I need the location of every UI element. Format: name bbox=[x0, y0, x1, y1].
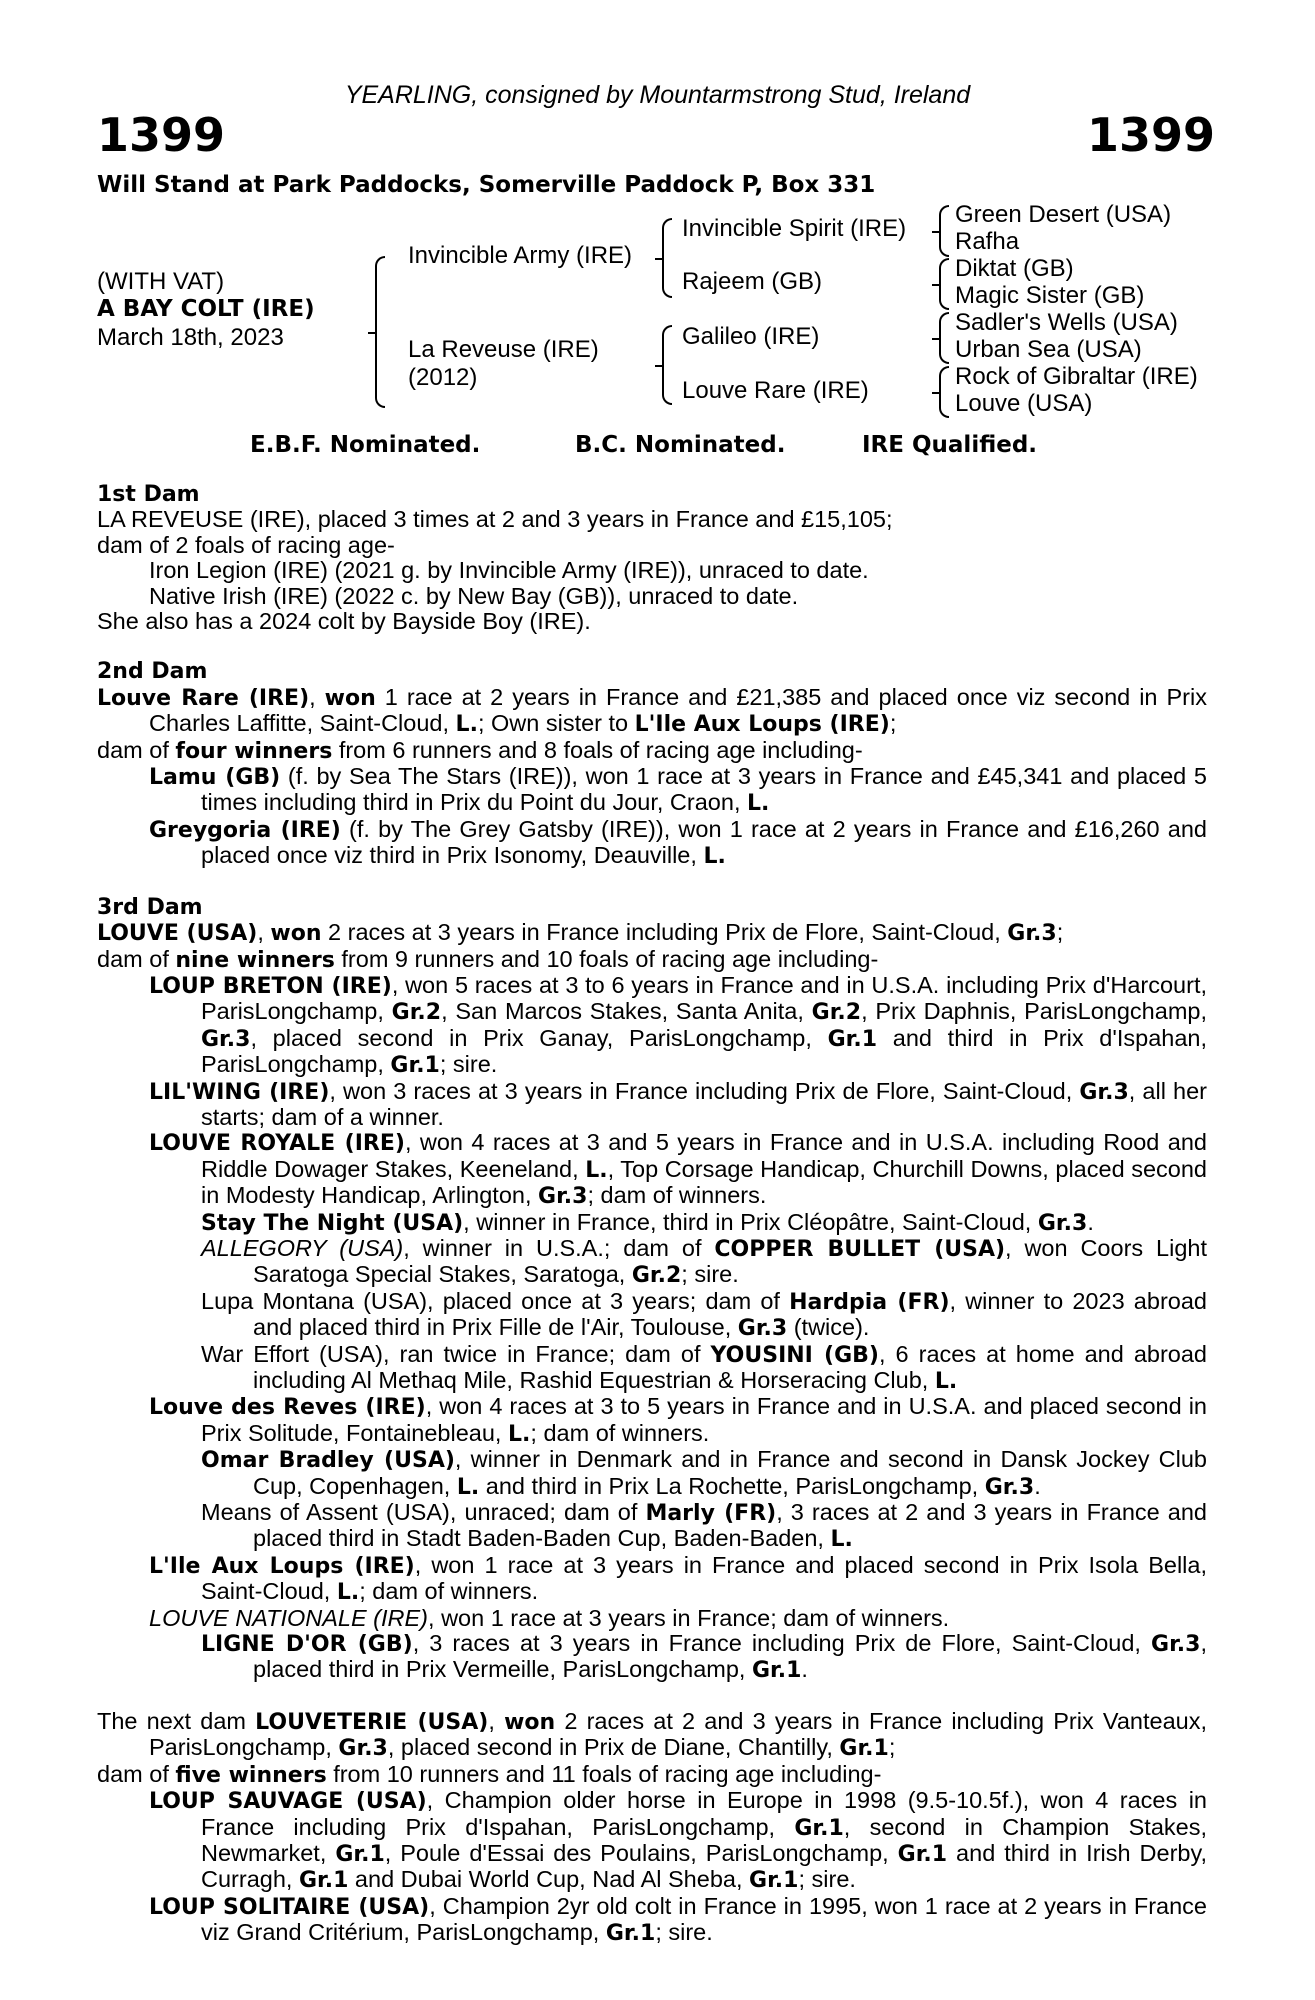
pedigree-dam-year: (2012) bbox=[408, 364, 478, 391]
first-dam-entry: LA REVEUSE (IRE), placed 3 times at 2 and 3 years in France and £15,105; bbox=[97, 506, 893, 533]
pedigree-sss: Green Desert (USA) bbox=[955, 201, 1172, 228]
produce-louve-des-reves: Louve des Reves (IRE), won 4 races at 3 to 5 years in France and in U.S.A. and placed second in Prix Solitude, Fontainebleau, L.; dam of winners. bbox=[149, 1393, 1207, 1447]
first-dam-produce-intro: dam of 2 foals of racing age- bbox=[97, 531, 395, 558]
produce-ligne-dor: LIGNE D'OR (GB), 3 races at 3 years in France including Prix de Flore, Saint-Cloud, Gr.3, placed third in Prix Vermeille, ParisLongchamp, Gr.1. bbox=[201, 1630, 1207, 1684]
first-dam-note: She also has a 2024 colt by Bayside Boy (IRE). bbox=[97, 608, 591, 635]
produce-allegory: ALLEGORY (USA), winner in U.S.A.; dam of COPPER BULLET (USA), won Coors Light Saratoga Special Stakes, Saratoga, Gr.2; sire. bbox=[201, 1234, 1207, 1289]
pedigree-dsd: Urban Sea (USA) bbox=[955, 336, 1142, 363]
pedigree-ddd: Louve (USA) bbox=[955, 390, 1093, 417]
third-dam-heading: 3rd Dam bbox=[97, 894, 203, 920]
produce-omar-bradley: Omar Bradley (USA), winner in Denmark and in France and second in Dansk Jockey Club Cup, Copenhagen, L. and third in Prix La Rochette, ParisLongchamp, Gr.3. bbox=[201, 1446, 1207, 1500]
first-dam-heading: 1st Dam bbox=[97, 482, 200, 507]
horse-dob: March 18th, 2023 bbox=[97, 324, 284, 351]
pedigree-brace-sire bbox=[662, 218, 672, 298]
pedigree-brace-dd bbox=[939, 366, 949, 418]
next-dam-entry: The next dam LOUVETERIE (USA), won 2 races at 2 and 3 years in France including Prix Vanteaux, ParisLongchamp, Gr.3, placed second in Prix de Diane, Chantilly, Gr.1; bbox=[97, 1707, 1207, 1762]
pedigree-brace-gen1 bbox=[375, 256, 385, 408]
produce-greygoria: Greygoria (IRE) (f. by The Grey Gatsby (IRE)), won 1 race at 2 years in France and £16,260 and placed once viz third in Prix Isonomy, Deauville, L. bbox=[149, 815, 1207, 870]
ebf-nomination: E.B.F. Nominated. bbox=[250, 432, 481, 458]
horse-name: A BAY COLT (IRE) bbox=[97, 296, 315, 322]
pedigree-brace-sd bbox=[939, 258, 949, 310]
produce-louve-nationale: LOUVE NATIONALE (IRE), won 1 race at 3 years in France; dam of winners. bbox=[149, 1604, 950, 1631]
pedigree-brace-dam bbox=[662, 325, 672, 405]
second-dam-entry: Louve Rare (IRE), won 1 race at 2 years in France and £21,385 and placed once viz second in Prix Charles Laffitte, Saint-Cloud, L.; Own sister to L'Ile Aux Loups (IRE); bbox=[97, 683, 1207, 738]
second-dam-heading: 2nd Dam bbox=[97, 659, 208, 685]
pedigree-sds: Diktat (GB) bbox=[955, 255, 1074, 282]
pedigree-sire-dam: Rajeem (GB) bbox=[682, 268, 823, 295]
pedigree-dam: La Reveuse (IRE) bbox=[408, 336, 599, 363]
produce-loup-solitaire: LOUP SOLITAIRE (USA), Champion 2yr old colt in France in 1995, won 1 race at 2 years in France viz Grand Critérium, ParisLongchamp, Gr.1; sire. bbox=[149, 1892, 1207, 1947]
pedigree-dam-sire: Galileo (IRE) bbox=[682, 323, 820, 350]
pedigree-sire-sire: Invincible Spirit (IRE) bbox=[682, 215, 907, 242]
stand-location: Will Stand at Park Paddocks, Somerville Paddock P, Box 331 bbox=[97, 172, 876, 198]
third-dam-entry: LOUVE (USA), won 2 races at 3 years in France including Prix de Flore, Saint-Cloud, Gr.3; bbox=[97, 919, 1064, 947]
produce-stay-the-night: Stay The Night (USA), winner in France, third in Prix Cléopâtre, Saint-Cloud, Gr.3. bbox=[201, 1208, 1094, 1236]
ire-qualification: IRE Qualified. bbox=[862, 432, 1038, 458]
next-dam-produce-intro: dam of five winners from 10 runners and 11 foals of racing age including- bbox=[97, 1760, 882, 1788]
pedigree-dss: Sadler's Wells (USA) bbox=[955, 309, 1178, 336]
pedigree-brace-ds bbox=[939, 312, 949, 364]
second-dam-produce-intro: dam of four winners from 6 runners and 8 foals of racing age including- bbox=[97, 736, 863, 764]
third-dam-produce-intro: dam of nine winners from 9 runners and 10 foals of racing age including- bbox=[97, 945, 879, 973]
produce-lile-aux-loups: L'Ile Aux Loups (IRE), won 1 race at 3 years in France and placed second in Prix Isola Bella, Saint-Cloud, L.; dam of winners. bbox=[149, 1551, 1207, 1606]
pedigree-dam-dam: Louve Rare (IRE) bbox=[682, 377, 869, 404]
produce-war-effort: War Effort (USA), ran twice in France; dam of YOUSINI (GB), 6 races at home and abroad including Al Methaq Mile, Rashid Equestrian & Horseracing Club, L. bbox=[201, 1340, 1207, 1394]
produce-iron-legion: Iron Legion (IRE) (2021 g. by Invincible Army (IRE)), unraced to date. bbox=[149, 557, 869, 584]
produce-louve-royale: LOUVE ROYALE (IRE), won 4 races at 3 and 5 years in France and in U.S.A. including Rood and Riddle Dowager Stakes, Keeneland, L., Top Corsage Handicap, Churchill Downs, placed second in Modesty Handicap, Arlington, Gr.3; dam of winners. bbox=[149, 1129, 1207, 1210]
pedigree-dds: Rock of Gibraltar (IRE) bbox=[955, 363, 1198, 390]
lot-number-right: 1399 bbox=[1086, 108, 1215, 162]
pedigree-ssd: Rafha bbox=[955, 228, 1020, 255]
produce-loup-breton: LOUP BRETON (IRE), won 5 races at 3 to 6 years in France and in U.S.A. including Prix d'Harcourt, ParisLongchamp, Gr.2, San Marcos Stakes, Santa Anita, Gr.2, Prix Daphnis, ParisLongchamp, Gr.3, placed second in Prix Ganay, ParisLongchamp, Gr.1 and third in Prix d'Ispahan, ParisLongchamp, Gr.1; sire. bbox=[149, 971, 1208, 1079]
produce-lilwing: LIL'WING (IRE), won 3 races at 3 years in France including Prix de Flore, Saint-Cloud, Gr.3, all her starts; dam of a winner. bbox=[149, 1077, 1207, 1130]
pedigree-sdd: Magic Sister (GB) bbox=[955, 282, 1145, 309]
bc-nomination: B.C. Nominated. bbox=[575, 432, 786, 458]
produce-lamu: Lamu (GB) (f. by Sea The Stars (IRE)), won 1 race at 3 years in France and £45,341 and placed 5 times including third in Prix du Point du Jour, Craon, L. bbox=[149, 763, 1207, 817]
produce-loup-sauvage: LOUP SAUVAGE (USA), Champion older horse in Europe in 1998 (9.5-10.5f.), won 4 races in France including Prix d'Ispahan, ParisLongchamp, Gr.1, second in Champion Stakes, Newmarket, Gr.1, Poule d'Essai des Poulains, ParisLongchamp, Gr.1 and third in Irish Derby, Curragh, Gr.1 and Dubai World Cup, Nad Al Sheba, Gr.1; sire. bbox=[149, 1787, 1207, 1894]
catalogue-body bbox=[97, 482, 1207, 1947]
pedigree-brace-ss bbox=[939, 205, 949, 257]
produce-native-irish: Native Irish (IRE) (2022 c. by New Bay (GB)), unraced to date. bbox=[149, 582, 799, 609]
pedigree-sire: Invincible Army (IRE) bbox=[408, 242, 633, 269]
vat-note: (WITH VAT) bbox=[97, 268, 225, 295]
produce-means-of-assent: Means of Assent (USA), unraced; dam of Marly (FR), 3 races at 2 and 3 years in France and placed third in Stadt Baden-Baden Cup, Baden-Baden, L. bbox=[201, 1499, 1207, 1553]
produce-lupa-montana: Lupa Montana (USA), placed once at 3 years; dam of Hardpia (FR), winner to 2023 abroad and placed third in Prix Fille de l'Air, Toulouse, Gr.3 (twice). bbox=[201, 1287, 1207, 1342]
lot-number-left: 1399 bbox=[97, 108, 226, 162]
consigned-line: YEARLING, consigned by Mountarmstrong Stud, Ireland bbox=[344, 81, 971, 109]
